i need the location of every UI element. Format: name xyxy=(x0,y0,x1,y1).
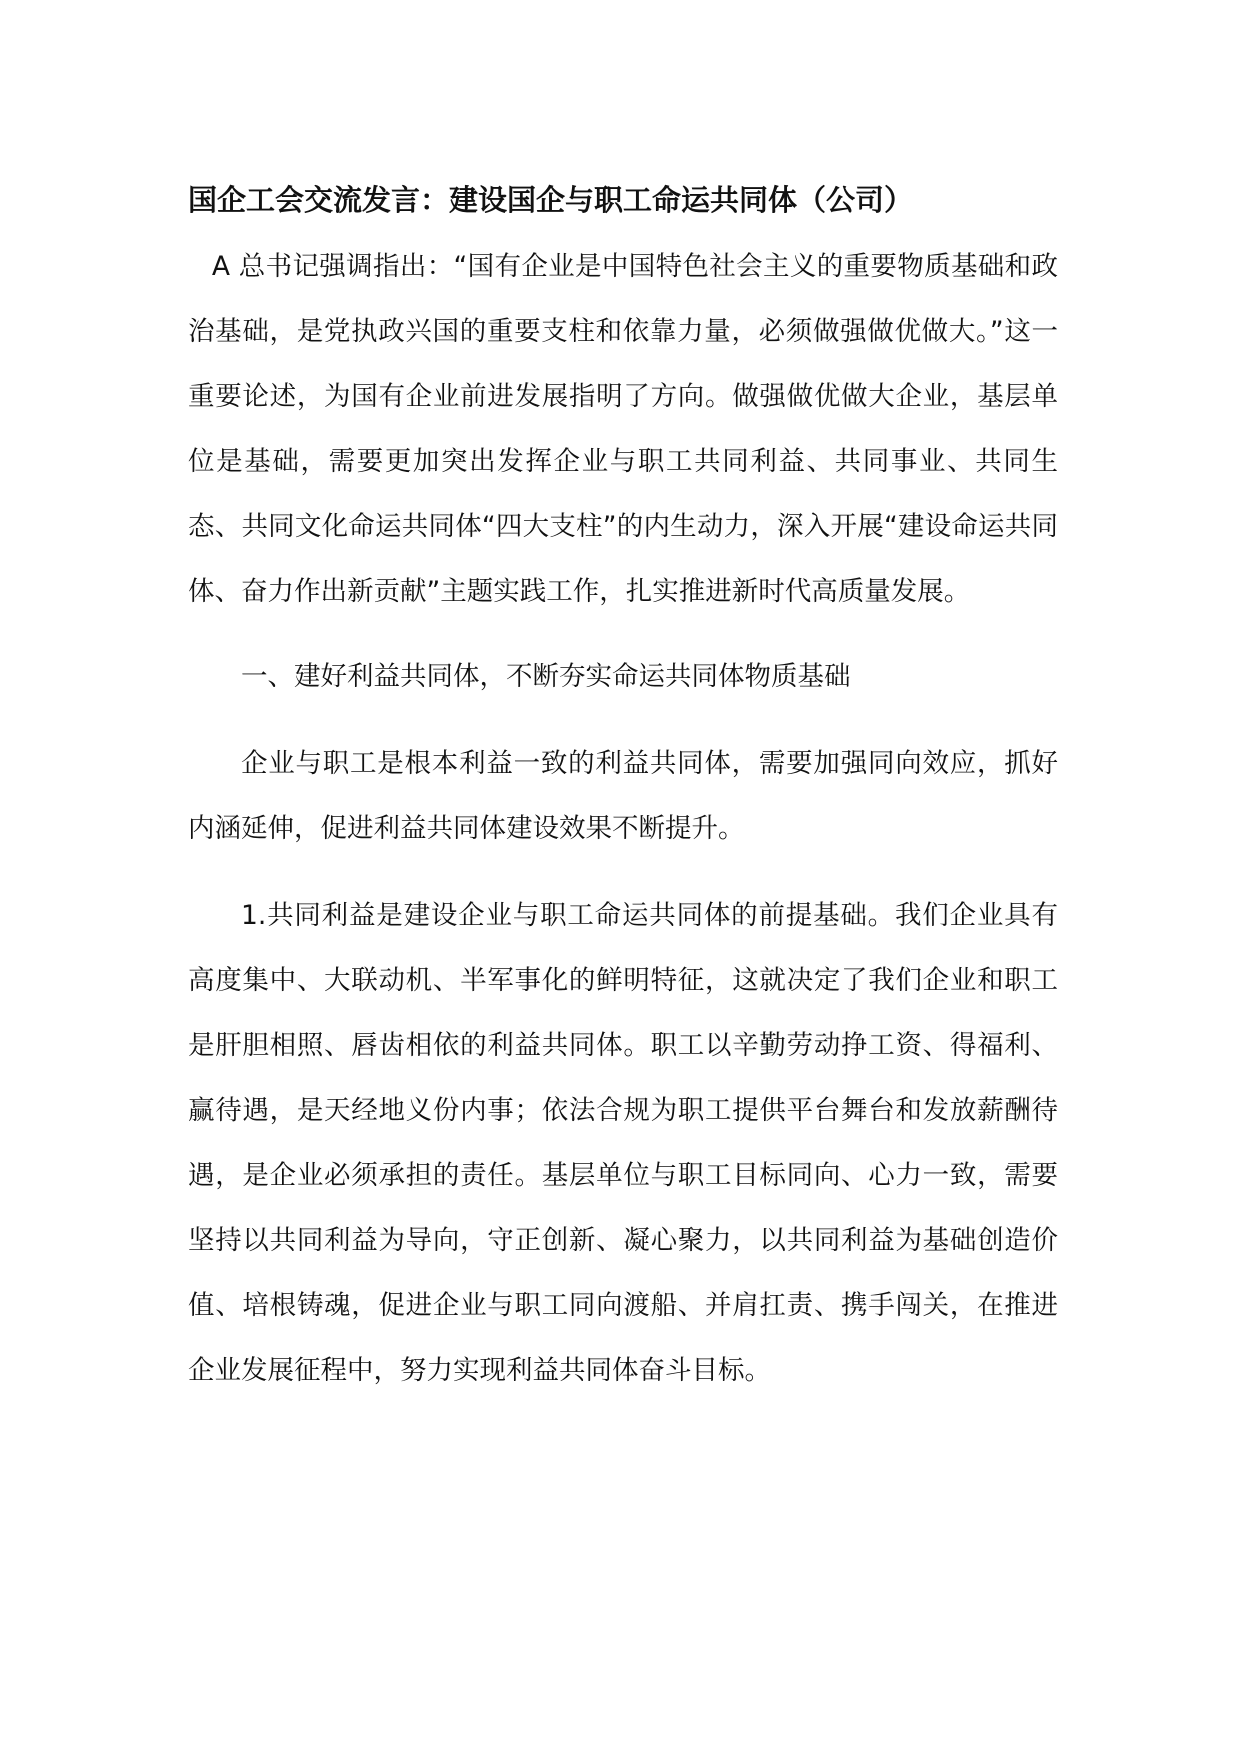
section-heading-one: 一、建好利益共同体，不断夯实命运共同体物质基础 xyxy=(241,661,851,692)
document-title: 国企工会交流发言：建设国企与职工命运共同体（公司） xyxy=(188,183,914,217)
section-one-paragraph: 企业与职工是根本利益一致的利益共同体，需要加强同向效应，抓好内涵延伸，促进利益共同体建设效果不断提升。 xyxy=(188,748,1058,844)
point-one-paragraph: 1.共同利益是建设企业与职工命运共同体的前提基础。我们企业具有高度集中、大联动机、半军事化的鲜明特征，这就决定了我们企业和职工是肝胆相照、唇齿相依的利益共同体。职工以辛勤劳动挣工资、得福利、赢待遇，是天经地义份内事；依法合规为职工提供平台舞台和发放薪酬待遇，是企业必须承担的责任。基层单位与职工目标同向、心力一致，需要坚持以共同利益为导向，守正创新、凝心聚力，以共同利益为基础创造价值、培根铸魂，促进企业与职工同向渡船、并肩扛责、携手闯关，在推进企业发展征程中，努力实现利益共同体奋斗目标。 xyxy=(188,900,1058,1386)
intro-paragraph: A 总书记强调指出：“国有企业是中国特色社会主义的重要物质基础和政治基础，是党执政兴国的重要支柱和依靠力量，必须做强做优做大。”这一重要论述，为国有企业前进发展指明了方向。做强做优做大企业，基层单位是基础，需要更加突出发挥企业与职工共同利益、共同事业、共同生态、共同文化命运共同体“四大支柱”的内生动力，深入开展“建设命运共同体、奋力作出新贡献”主题实践工作，扎实推进新时代高质量发展。 xyxy=(188,251,1058,607)
document-body xyxy=(188,180,1058,1403)
